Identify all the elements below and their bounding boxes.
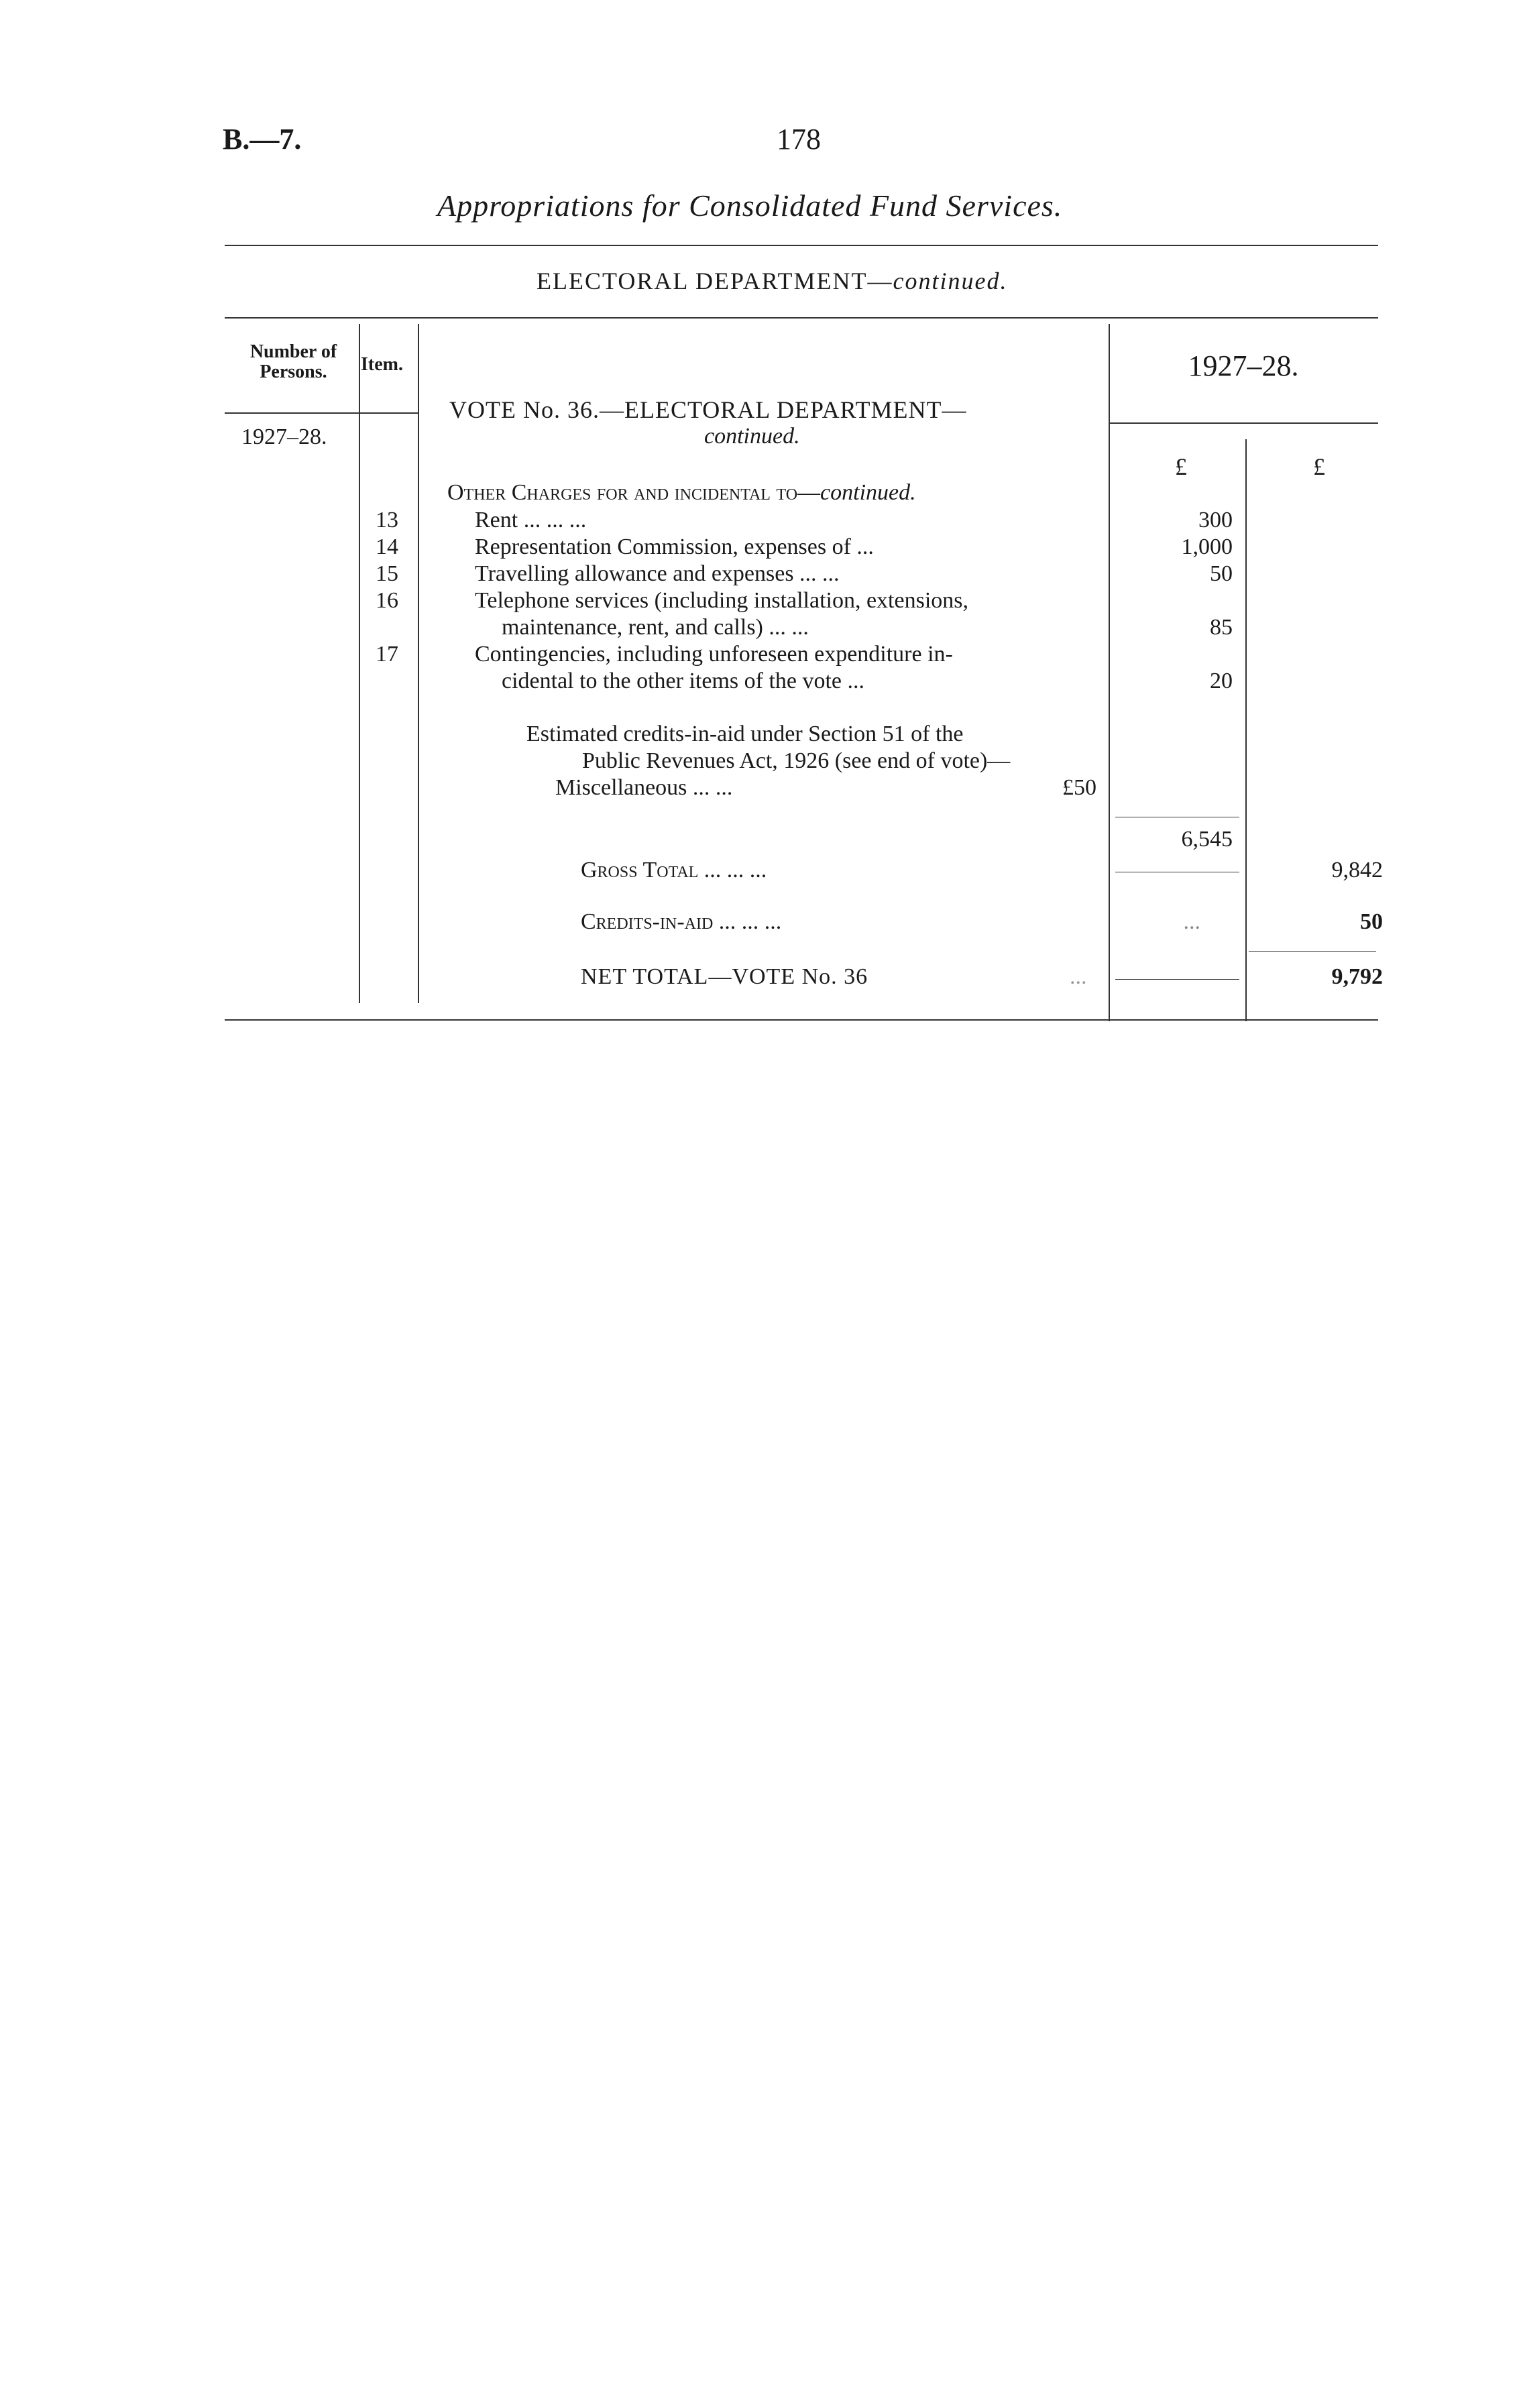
item-number: 17 [376, 642, 398, 667]
item-amount: 20 [1210, 669, 1233, 693]
net-total-rule [1249, 951, 1376, 952]
vote-title-suffix: continued. [704, 424, 800, 449]
item-amount: 85 [1210, 615, 1233, 640]
col-divider-persons [359, 324, 360, 1003]
credits-note-line-1: Estimated credits-in-aid under Section 51 of the [526, 722, 964, 746]
item-description: Contingencies, including unforeseen expenditure in- [475, 642, 953, 667]
item-description: Representation Commission, expenses of ... [475, 534, 874, 559]
net-total-col1-rule [1115, 979, 1239, 980]
item-amount: 50 [1210, 561, 1233, 586]
header-rule-left [225, 412, 418, 414]
item-description-continued: maintenance, rent, and calls) ... ... [502, 615, 809, 640]
department-suffix: continued. [893, 268, 1008, 294]
page-title: Appropriations for Consolidated Fund Services. [437, 188, 1063, 223]
item-number: 14 [376, 534, 398, 559]
credits-in-aid-label: Credits-in-aid ... ... ... [581, 909, 782, 934]
item-description: Telephone services (including installation, extensions, [475, 588, 968, 613]
net-total-dots: ... [1070, 964, 1087, 989]
col-year-header: 1927–28. [1188, 349, 1299, 382]
gross-total-amount: 9,842 [1331, 858, 1383, 882]
gross-total-label: Gross Total ... ... ... [581, 858, 767, 882]
currency-symbol-2: £ [1313, 453, 1325, 480]
item-description-continued: cidental to the other items of the vote ... [502, 669, 865, 693]
subtotal-amount: 6,545 [1181, 827, 1233, 852]
page-ref: B.—7. [223, 123, 302, 156]
item-number: 13 [376, 508, 398, 532]
table-top-rule [225, 317, 1378, 319]
credits-in-aid-amount: 50 [1360, 909, 1383, 934]
credits-note-line-2: Public Revenues Act, 1926 (see end of vote)— [582, 748, 1011, 773]
section-heading [447, 479, 916, 506]
net-total-label: NET TOTAL—VOTE No. 36 [581, 964, 868, 989]
title-rule [225, 245, 1378, 246]
vote-title: VOTE No. 36.—ELECTORAL DEPARTMENT— [449, 396, 967, 423]
page-number: 178 [777, 123, 821, 156]
section-heading-text: Other Charges for and incidental to— [447, 480, 821, 505]
item-amount: 1,000 [1181, 534, 1233, 559]
department-name: ELECTORAL DEPARTMENT— [537, 268, 893, 294]
department-heading [537, 267, 1007, 295]
currency-symbol-1: £ [1175, 453, 1187, 480]
col-item-header: Item. [361, 354, 403, 375]
credits-note-amount: £50 [1062, 775, 1096, 800]
item-description: Travelling allowance and expenses ... ... [475, 561, 840, 586]
col-persons-header: Number of Persons. [249, 341, 337, 382]
persons-year: 1927–28. [241, 424, 327, 449]
table-bottom-rule [225, 1019, 1378, 1021]
credits-note-line-3: Miscellaneous ... ... [555, 775, 733, 800]
col-divider-amounts [1245, 439, 1247, 1021]
item-number: 16 [376, 588, 398, 613]
net-total-amount: 9,792 [1331, 964, 1383, 989]
item-description: Rent ... ... ... [475, 508, 587, 532]
section-heading-suffix: continued. [820, 480, 916, 505]
col-divider-item [418, 324, 419, 1003]
header-rule-right [1109, 422, 1378, 424]
col-divider-text [1109, 324, 1110, 1021]
item-number: 15 [376, 561, 398, 586]
credits-in-aid-col1: ... [1183, 909, 1200, 934]
item-amount: 300 [1198, 508, 1233, 532]
